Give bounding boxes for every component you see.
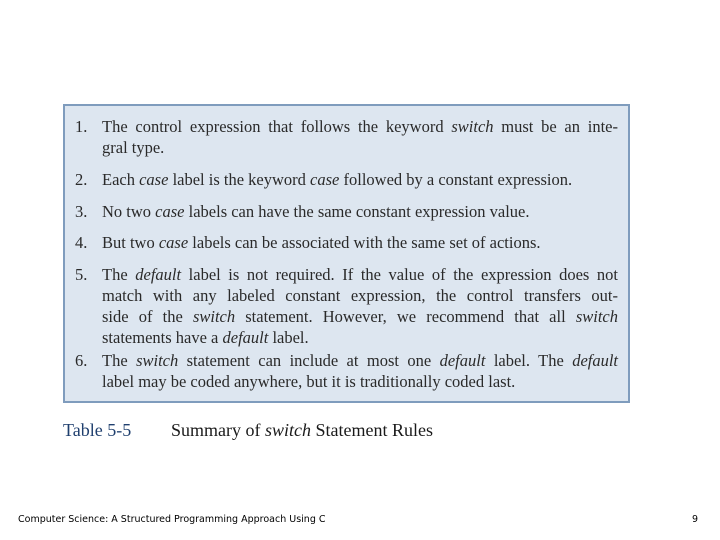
rule-text-line	[102, 371, 618, 392]
rule-text-segment: statement can include at most one	[178, 351, 440, 370]
rule-text-segment: label.	[268, 328, 309, 347]
footer-book-title: Computer Science: A Structured Programming Approach Using C	[18, 514, 326, 525]
page-number: 9	[691, 514, 698, 525]
rule-keyword: default	[135, 265, 182, 284]
rule-text-line	[102, 169, 618, 190]
rule-text-segment: side of the	[102, 307, 193, 326]
rule-text-segment: followed by a constant expression.	[339, 170, 573, 189]
rule-text-line	[102, 137, 618, 158]
table-title-suffix: Statement Rules	[311, 420, 433, 440]
rule-keyword: switch	[575, 307, 618, 326]
rule-text	[102, 116, 618, 158]
rule-text-segment: No two	[102, 202, 156, 221]
rule-keyword: case	[158, 233, 189, 252]
rule-text-segment: Each	[102, 170, 140, 189]
rule-text-segment: statements have a	[102, 328, 223, 347]
rule-number: 3.	[75, 202, 88, 221]
rule-text-line	[102, 285, 618, 306]
rule-text-segment: match with any labeled constant expression, the control transfers out-	[102, 286, 618, 305]
rule-text-segment: statement. However, we recommend that all	[235, 307, 576, 326]
rule-keyword: switch	[136, 351, 179, 370]
rule-text-segment: The control expression that follows the keyword	[102, 117, 452, 136]
rule-text-segment: labels can have the same constant expression value.	[184, 202, 530, 221]
rule-text-segment: The	[102, 265, 136, 284]
rule-text	[102, 201, 618, 222]
table-title-prefix: Summary of	[171, 420, 265, 440]
rule-text-line	[102, 264, 618, 285]
table-number: Table 5-5	[63, 420, 132, 440]
rule-text-segment: label may be coded anywhere, but it is traditionally coded last.	[102, 372, 516, 391]
rule-text-line	[102, 306, 618, 327]
rule-keyword: switch	[451, 117, 494, 136]
rule-keyword: default	[439, 351, 486, 370]
rule-keyword: default	[222, 328, 269, 347]
rule-number: 2.	[75, 170, 88, 189]
rule-number: 1.	[75, 117, 88, 136]
table-title	[171, 420, 433, 440]
rule-number: 6.	[75, 351, 88, 370]
rule-text-segment: must be an inte-	[493, 117, 618, 136]
rule-keyword: case	[139, 170, 169, 189]
rule-text-segment: labels can be associated with the same set of actions.	[188, 233, 541, 252]
rule-text-line	[102, 350, 618, 371]
rule-keyword: case	[310, 170, 340, 189]
rule-text-line	[102, 327, 618, 348]
rule-keyword: switch	[192, 307, 236, 326]
rule-text-segment: label is not required. If the value of the expression does not	[181, 265, 619, 284]
rule-keyword: case	[155, 202, 185, 221]
rule-text-segment: But two	[102, 233, 159, 252]
rule-text-line	[102, 201, 618, 222]
table-title-keyword: switch	[265, 420, 312, 440]
rule-keyword: default	[572, 351, 619, 370]
rule-text	[102, 264, 618, 348]
rule-text	[102, 350, 618, 392]
rules-table	[63, 104, 630, 403]
rule-text-line	[102, 116, 618, 137]
rule-number: 5.	[75, 265, 88, 284]
rule-text-line	[102, 232, 618, 253]
rule-text	[102, 232, 618, 253]
rule-number: 4.	[75, 233, 88, 252]
rule-text-segment: gral type.	[102, 138, 165, 157]
rule-text-segment: The	[102, 351, 137, 370]
rule-text	[102, 169, 618, 190]
rule-text-segment: label is the keyword	[168, 170, 311, 189]
rule-text-segment: label. The	[485, 351, 573, 370]
table-caption	[63, 420, 433, 441]
